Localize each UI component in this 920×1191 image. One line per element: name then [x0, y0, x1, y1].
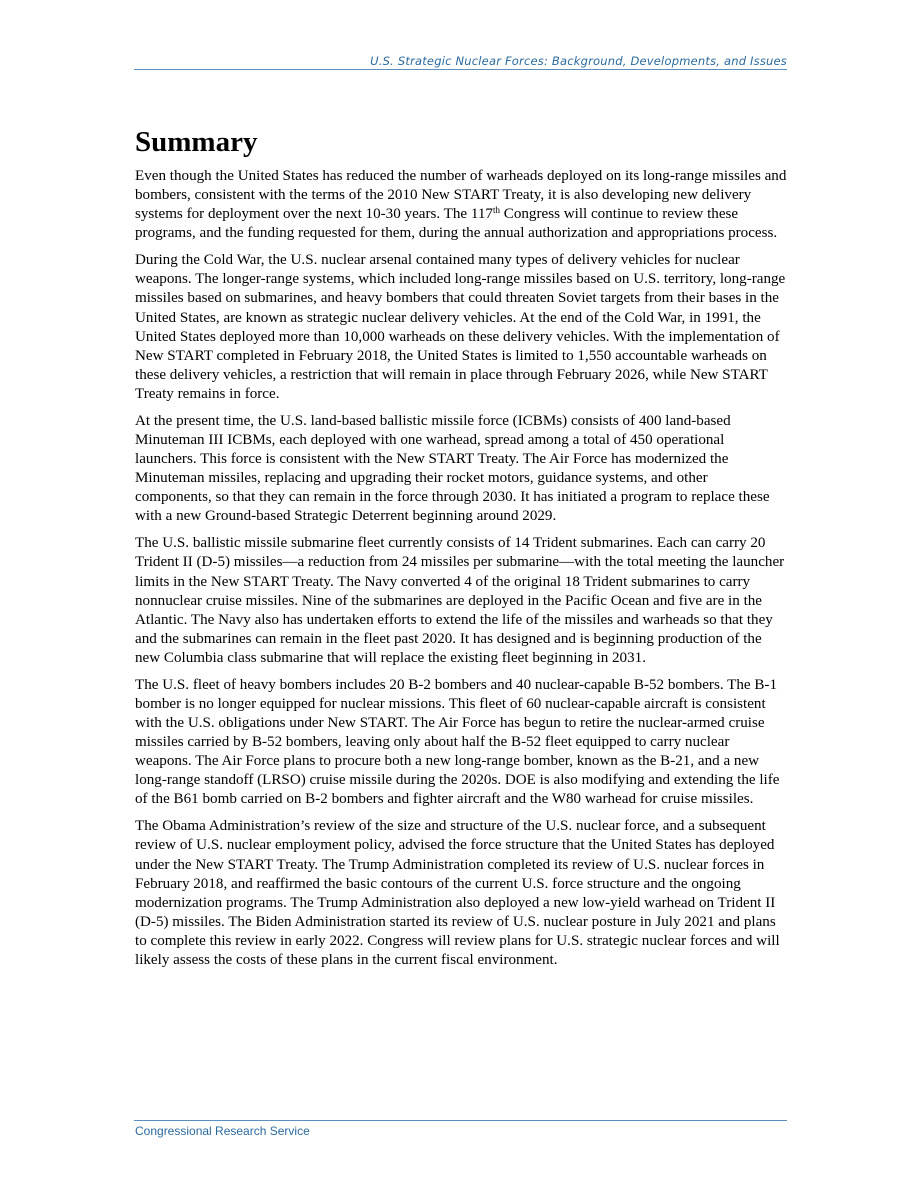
- header-divider: [134, 69, 787, 70]
- summary-paragraph-5: The U.S. fleet of heavy bombers includes 20 B-2 bombers and 40 nuclear-capable B-52 bombers. The B-1 bomber is no longer equipped for nuclear missions. This fleet of 60 nuclear-capable aircraft is consistent with the U.S. obligations under New START. The Air Force has begun to retire the nuclear-armed cruise missiles carried by B-52 bombers, leaving only about half the B-52 fleet equipped to carry nuclear weapons. The Air Force plans to procure both a new long-range bomber, known as the B-21, and a new long-range standoff (LRSO) cruise missile during the 2020s. DOE is also modifying and extending the life of the B61 bomb carried on B-2 bombers and fighter aircraft and the W80 warhead for cruise missiles.: [135, 676, 780, 808]
- document-body: [135, 124, 787, 978]
- footer-divider: [134, 1120, 787, 1121]
- summary-paragraph-3: At the present time, the U.S. land-based ballistic missile force (ICBMs) consists of 400 land-based Minuteman III ICBMs, each deployed with one warhead, spread among a total of 450 operational launchers. This force is consistent with the New START Treaty. The Air Force has modernized the Minuteman missiles, replacing and upgrading their rocket motors, guidance systems, and other components, so that they can remain in the force through 2030. It has initiated a program to replace these with a new Ground-based Strategic Deterrent beginning around 2029.: [135, 412, 770, 525]
- paragraph-1-text-b: Congress will continue to review these programs, and the funding requested for them, during the annual authorization and appropriations process.: [135, 206, 778, 242]
- summary-paragraph-4: The U.S. ballistic missile submarine fleet currently consists of 14 Trident submarines. Each can carry 20 Trident II (D-5) missiles—a reduction from 24 missiles per submarine—with the total meeting the launcher limits in the New START Treaty. The Navy converted 4 of the original 18 Trident submarines to carry nonnuclear cruise missiles. Nine of the submarines are deployed in the Pacific Ocean and five are in the Atlantic. The Navy also has undertaken efforts to extend the life of the missiles and warheads so that they and the submarines can remain in the fleet past 2020. It has designed and is beginning production of the new Columbia class submarine that will replace the existing fleet beginning in 2031.: [135, 535, 785, 666]
- summary-paragraph-6: The Obama Administration’s review of the size and structure of the U.S. nuclear force, and a subsequent review of U.S. nuclear employment policy, advised the force structure that the United States has deployed under the New START Treaty. The Trump Administration completed its review of U.S. nuclear forces in February 2018, and reaffirmed the basic contours of the current U.S. force structure and the ongoing modernization programs. The Trump Administration also deployed a new low-yield warhead on Trident II (D-5) missiles. The Biden Administration started its review of U.S. nuclear posture in July 2021 and plans to complete this review in early 2022. Congress will review plans for U.S. strategic nuclear forces and will likely assess the costs of these plans in the current fiscal environment.: [135, 818, 780, 968]
- summary-paragraph-2: During the Cold War, the U.S. nuclear arsenal contained many types of delivery vehicles for nuclear weapons. The longer-range systems, which included long-range missiles based on U.S. territory, long-range missiles based on submarines, and heavy bombers that could threaten Soviet targets from their bases in the United States, are known as strategic nuclear delivery vehicles. At the end of the Cold War, in 1991, the United States deployed more than 10,000 warheads on these delivery vehicles. With the implementation of New START completed in February 2018, the United States is limited to 1,550 accountable warheads on these delivery vehicles, a restriction that will remain in place through February 2026, while New START Treaty remains in force.: [135, 252, 786, 402]
- running-header-title: U.S. Strategic Nuclear Forces: Background, Developments, and Issues: [370, 54, 787, 68]
- paragraph-1-text-a: Even though the United States has reduced the number of warheads deployed on its long-range missiles and bombers, consistent with the terms of the 2010 New START Treaty, it is also developing new delivery systems for deployment over the next 10-30 years. The 117: [135, 168, 787, 223]
- ordinal-superscript: th: [492, 205, 500, 216]
- page-title: Summary: [135, 126, 258, 158]
- summary-paragraph-1: [135, 167, 787, 243]
- footer-organization: Congressional Research Service: [135, 1124, 310, 1138]
